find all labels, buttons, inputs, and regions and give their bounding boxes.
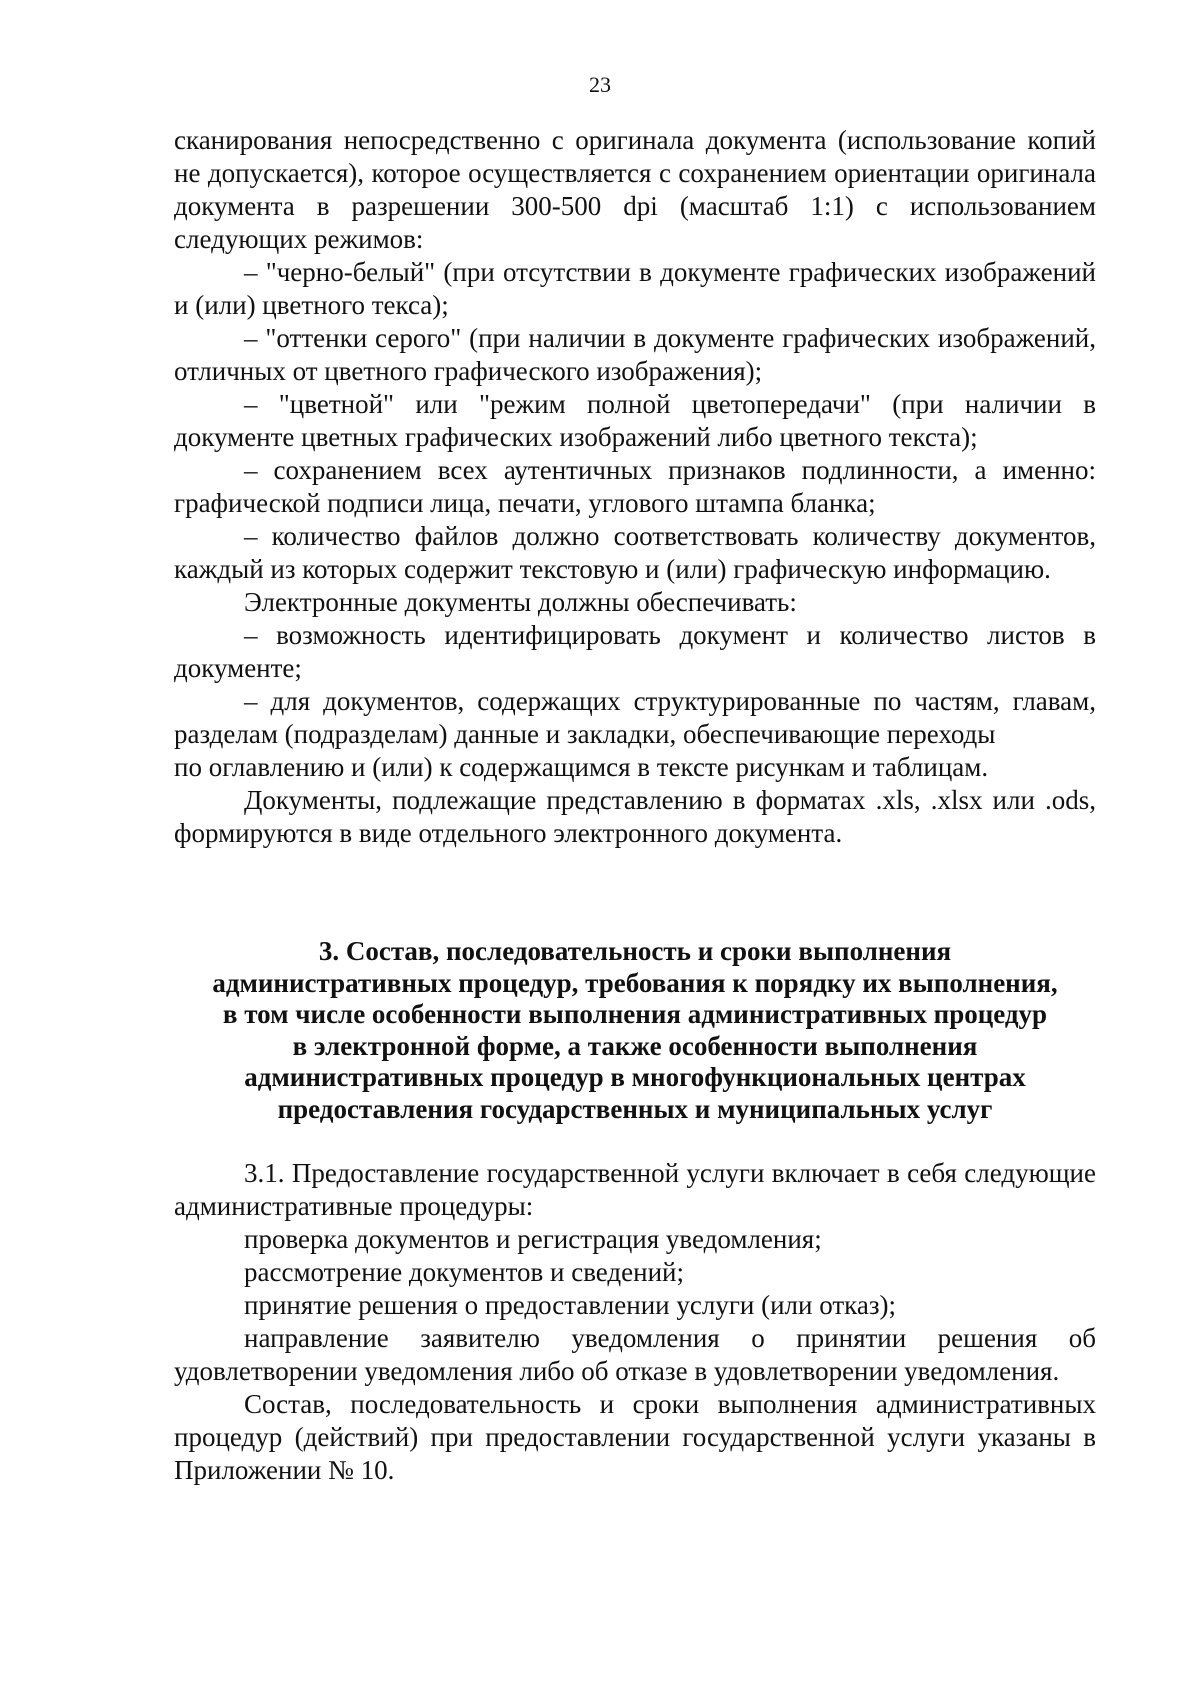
heading-line: административных процедур, требования к порядку их выполнения, — [212, 967, 1058, 998]
paragraph: Электронные документы должны обеспечивать: — [244, 587, 797, 617]
heading-line: в том числе особенности выполнения административных процедур — [222, 999, 1048, 1029]
heading-line: в электронной форме, а также особенности выполнения — [292, 1030, 978, 1061]
section-heading — [174, 936, 1096, 1125]
list-item: – "черно-белый" (при отсутствии в документе графических изображений и (или) цветного текса); — [174, 257, 1096, 320]
list-item: – количество файлов должно соответствовать количеству документов, каждый из которых содержит текстовую и (или) графическую информацию. — [174, 521, 1096, 584]
list-item: – сохранением всех аутентичных признаков подлинности, а именно: графической подписи лица, печати, углового штампа бланка; — [174, 455, 1096, 518]
heading-line: административных процедур в многофункциональных центрах — [244, 1062, 1026, 1092]
list-item: проверка документов и регистрация уведомления; — [244, 1224, 822, 1254]
heading-line: 3. Состав, последовательность и сроки выполнения — [318, 936, 952, 966]
list-item: – возможность идентифицировать документ и количество листов в документе; — [174, 620, 1096, 683]
paragraph: 3.1. Предоставление государственной услуги включает в себя следующие административные процедуры: — [174, 1158, 1096, 1221]
paragraph: Документы, подлежащие представлению в форматах .xls, .xlsx или .ods, формируются в виде отдельного электронного документа. — [174, 785, 1096, 848]
paragraph: по оглавлению и (или) к содержащимся в тексте рисункам и таблицам. — [174, 752, 989, 782]
list-item: направление заявителю уведомления о принятии решения об удовлетворении уведомления либо об отказе в удовлетворении уведомления. — [174, 1323, 1096, 1386]
list-item: – "оттенки серого" (при наличии в документе графических изображений, отличных от цветного графического изображения); — [174, 323, 1096, 386]
page-number: 23 — [589, 72, 611, 97]
body-text — [174, 124, 1096, 850]
heading-line: предоставления государственных и муниципальных услуг — [277, 1093, 993, 1124]
paragraph: Состав, последовательность и сроки выполнения административных процедур (действий) при предоставлении государственной услуги указаны в Приложении № 10. — [174, 1389, 1096, 1485]
paragraph: сканирования непосредственно с оригинала документа (использование копий не допускается), которое осуществляется с сохранением ориентации оригинала документа в разрешении 300-500 dpi (масштаб 1:1) с использованием следующих режимов: — [174, 125, 1096, 254]
section-body — [174, 1157, 1096, 1487]
list-item: принятие решения о предоставлении услуги (или отказ); — [244, 1290, 896, 1320]
list-item: рассмотрение документов и сведений; — [244, 1257, 684, 1287]
list-item: – "цветной" или "режим полной цветопередачи" (при наличии в документе цветных графических изображений либо цветного текста); — [174, 389, 1096, 452]
list-item: – для документов, содержащих структурированные по частям, главам, разделам (подразделам) данные и закладки, обеспечивающие переходы — [174, 686, 1096, 749]
